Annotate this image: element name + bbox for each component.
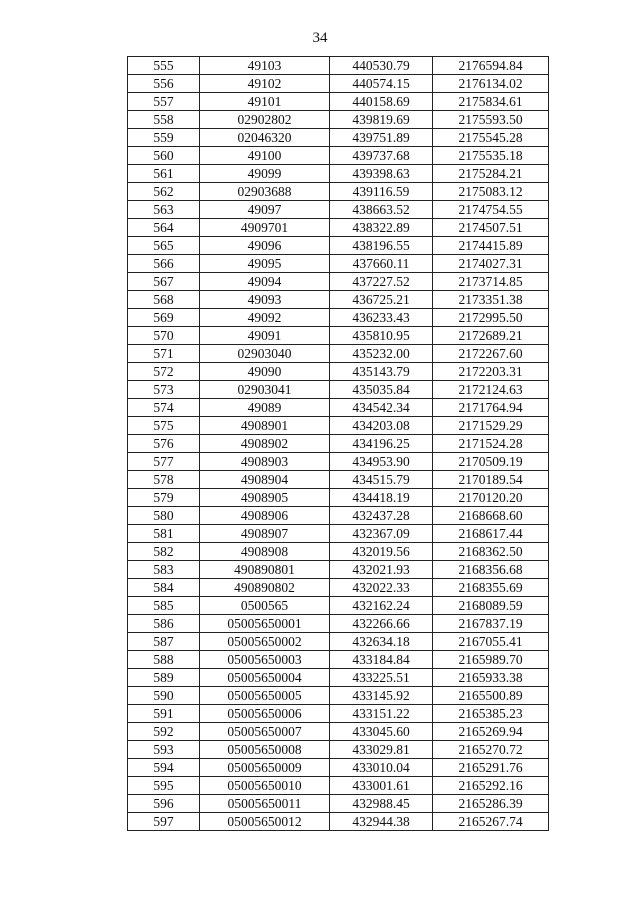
row-index-cell: 561 <box>128 165 200 183</box>
point-id-cell: 490890801 <box>200 561 330 579</box>
x-coordinate-cell: 436233.43 <box>330 309 433 327</box>
row-index-cell: 564 <box>128 219 200 237</box>
x-coordinate-cell: 432266.66 <box>330 615 433 633</box>
point-id-cell: 49094 <box>200 273 330 291</box>
row-index-cell: 594 <box>128 759 200 777</box>
y-coordinate-cell: 2168089.59 <box>433 597 549 615</box>
table-row <box>128 813 549 831</box>
y-coordinate-cell: 2176134.02 <box>433 75 549 93</box>
row-index-cell: 559 <box>128 129 200 147</box>
table-row <box>128 615 549 633</box>
table-row <box>128 255 549 273</box>
x-coordinate-cell: 432367.09 <box>330 525 433 543</box>
x-coordinate-cell: 440530.79 <box>330 57 433 75</box>
x-coordinate-cell: 434196.25 <box>330 435 433 453</box>
y-coordinate-cell: 2165269.94 <box>433 723 549 741</box>
table-row <box>128 111 549 129</box>
table-row <box>128 435 549 453</box>
x-coordinate-cell: 433045.60 <box>330 723 433 741</box>
row-index-cell: 595 <box>128 777 200 795</box>
y-coordinate-cell: 2173714.85 <box>433 273 549 291</box>
y-coordinate-cell: 2175593.50 <box>433 111 549 129</box>
row-index-cell: 580 <box>128 507 200 525</box>
y-coordinate-cell: 2167055.41 <box>433 633 549 651</box>
y-coordinate-cell: 2172689.21 <box>433 327 549 345</box>
y-coordinate-cell: 2174415.89 <box>433 237 549 255</box>
table-row <box>128 597 549 615</box>
table-row <box>128 759 549 777</box>
point-id-cell: 4908901 <box>200 417 330 435</box>
row-index-cell: 576 <box>128 435 200 453</box>
point-id-cell: 4908904 <box>200 471 330 489</box>
table-row <box>128 543 549 561</box>
table-row <box>128 399 549 417</box>
table-row <box>128 723 549 741</box>
point-id-cell: 49101 <box>200 93 330 111</box>
y-coordinate-cell: 2172995.50 <box>433 309 549 327</box>
x-coordinate-cell: 440574.15 <box>330 75 433 93</box>
y-coordinate-cell: 2168668.60 <box>433 507 549 525</box>
point-id-cell: 02046320 <box>200 129 330 147</box>
table-row <box>128 273 549 291</box>
x-coordinate-cell: 439751.89 <box>330 129 433 147</box>
y-coordinate-cell: 2168355.69 <box>433 579 549 597</box>
row-index-cell: 583 <box>128 561 200 579</box>
point-id-cell: 05005650002 <box>200 633 330 651</box>
x-coordinate-cell: 434203.08 <box>330 417 433 435</box>
table-row <box>128 525 549 543</box>
y-coordinate-cell: 2176594.84 <box>433 57 549 75</box>
x-coordinate-cell: 433151.22 <box>330 705 433 723</box>
point-id-cell: 05005650008 <box>200 741 330 759</box>
row-index-cell: 563 <box>128 201 200 219</box>
x-coordinate-cell: 438196.55 <box>330 237 433 255</box>
row-index-cell: 596 <box>128 795 200 813</box>
x-coordinate-cell: 439737.68 <box>330 147 433 165</box>
x-coordinate-cell: 433001.61 <box>330 777 433 795</box>
x-coordinate-cell: 435232.00 <box>330 345 433 363</box>
point-id-cell: 05005650001 <box>200 615 330 633</box>
x-coordinate-cell: 432437.28 <box>330 507 433 525</box>
table-row <box>128 291 549 309</box>
y-coordinate-cell: 2172203.31 <box>433 363 549 381</box>
point-id-cell: 4908905 <box>200 489 330 507</box>
point-id-cell: 49103 <box>200 57 330 75</box>
y-coordinate-cell: 2165933.38 <box>433 669 549 687</box>
table-row <box>128 129 549 147</box>
row-index-cell: 572 <box>128 363 200 381</box>
row-index-cell: 568 <box>128 291 200 309</box>
row-index-cell: 578 <box>128 471 200 489</box>
y-coordinate-cell: 2170120.20 <box>433 489 549 507</box>
point-id-cell: 4908908 <box>200 543 330 561</box>
table-row <box>128 507 549 525</box>
y-coordinate-cell: 2171524.28 <box>433 435 549 453</box>
x-coordinate-cell: 435810.95 <box>330 327 433 345</box>
table-row <box>128 705 549 723</box>
x-coordinate-cell: 434542.34 <box>330 399 433 417</box>
point-id-cell: 490890802 <box>200 579 330 597</box>
table-row <box>128 327 549 345</box>
x-coordinate-cell: 434953.90 <box>330 453 433 471</box>
table-row <box>128 633 549 651</box>
table-row <box>128 219 549 237</box>
point-id-cell: 05005650012 <box>200 813 330 831</box>
point-id-cell: 49096 <box>200 237 330 255</box>
y-coordinate-cell: 2171529.29 <box>433 417 549 435</box>
table-row <box>128 777 549 795</box>
y-coordinate-cell: 2165291.76 <box>433 759 549 777</box>
y-coordinate-cell: 2165286.39 <box>433 795 549 813</box>
point-id-cell: 49099 <box>200 165 330 183</box>
point-id-cell: 49100 <box>200 147 330 165</box>
table-row <box>128 147 549 165</box>
point-id-cell: 4908903 <box>200 453 330 471</box>
y-coordinate-cell: 2170189.54 <box>433 471 549 489</box>
table-row <box>128 453 549 471</box>
row-index-cell: 556 <box>128 75 200 93</box>
y-coordinate-cell: 2174027.31 <box>433 255 549 273</box>
row-index-cell: 566 <box>128 255 200 273</box>
table-row <box>128 561 549 579</box>
point-id-cell: 05005650006 <box>200 705 330 723</box>
x-coordinate-cell: 435035.84 <box>330 381 433 399</box>
table-row <box>128 471 549 489</box>
x-coordinate-cell: 433010.04 <box>330 759 433 777</box>
point-id-cell: 02902802 <box>200 111 330 129</box>
row-index-cell: 575 <box>128 417 200 435</box>
table-row <box>128 651 549 669</box>
point-id-cell: 05005650004 <box>200 669 330 687</box>
page-number: 34 <box>312 30 328 46</box>
y-coordinate-cell: 2174754.55 <box>433 201 549 219</box>
y-coordinate-cell: 2175834.61 <box>433 93 549 111</box>
table-row <box>128 669 549 687</box>
point-id-cell: 0500565 <box>200 597 330 615</box>
y-coordinate-cell: 2168362.50 <box>433 543 549 561</box>
table-row <box>128 237 549 255</box>
table-row <box>128 201 549 219</box>
row-index-cell: 555 <box>128 57 200 75</box>
y-coordinate-cell: 2175535.18 <box>433 147 549 165</box>
point-id-cell: 05005650007 <box>200 723 330 741</box>
point-id-cell: 49093 <box>200 291 330 309</box>
x-coordinate-cell: 437227.52 <box>330 273 433 291</box>
row-index-cell: 586 <box>128 615 200 633</box>
point-id-cell: 02903040 <box>200 345 330 363</box>
y-coordinate-cell: 2167837.19 <box>433 615 549 633</box>
row-index-cell: 573 <box>128 381 200 399</box>
row-index-cell: 565 <box>128 237 200 255</box>
table-row <box>128 687 549 705</box>
table-row <box>128 57 549 75</box>
y-coordinate-cell: 2172267.60 <box>433 345 549 363</box>
x-coordinate-cell: 434515.79 <box>330 471 433 489</box>
row-index-cell: 574 <box>128 399 200 417</box>
x-coordinate-cell: 434418.19 <box>330 489 433 507</box>
y-coordinate-cell: 2174507.51 <box>433 219 549 237</box>
row-index-cell: 571 <box>128 345 200 363</box>
y-coordinate-cell: 2168356.68 <box>433 561 549 579</box>
x-coordinate-cell: 439116.59 <box>330 183 433 201</box>
y-coordinate-cell: 2173351.38 <box>433 291 549 309</box>
row-index-cell: 591 <box>128 705 200 723</box>
row-index-cell: 569 <box>128 309 200 327</box>
y-coordinate-cell: 2165989.70 <box>433 651 549 669</box>
y-coordinate-cell: 2165385.23 <box>433 705 549 723</box>
point-id-cell: 49091 <box>200 327 330 345</box>
point-id-cell: 4908907 <box>200 525 330 543</box>
table-row <box>128 309 549 327</box>
y-coordinate-cell: 2175545.28 <box>433 129 549 147</box>
point-id-cell: 49090 <box>200 363 330 381</box>
y-coordinate-cell: 2165500.89 <box>433 687 549 705</box>
x-coordinate-cell: 432634.18 <box>330 633 433 651</box>
row-index-cell: 577 <box>128 453 200 471</box>
point-id-cell: 05005650011 <box>200 795 330 813</box>
row-index-cell: 584 <box>128 579 200 597</box>
table-row <box>128 345 549 363</box>
point-id-cell: 49089 <box>200 399 330 417</box>
table-row <box>128 93 549 111</box>
table-row <box>128 183 549 201</box>
y-coordinate-cell: 2175284.21 <box>433 165 549 183</box>
row-index-cell: 558 <box>128 111 200 129</box>
x-coordinate-cell: 432019.56 <box>330 543 433 561</box>
x-coordinate-cell: 439819.69 <box>330 111 433 129</box>
x-coordinate-cell: 433184.84 <box>330 651 433 669</box>
x-coordinate-cell: 433225.51 <box>330 669 433 687</box>
coordinates-table <box>127 56 549 831</box>
point-id-cell: 49095 <box>200 255 330 273</box>
point-id-cell: 05005650010 <box>200 777 330 795</box>
row-index-cell: 562 <box>128 183 200 201</box>
x-coordinate-cell: 438322.89 <box>330 219 433 237</box>
point-id-cell: 49092 <box>200 309 330 327</box>
x-coordinate-cell: 436725.21 <box>330 291 433 309</box>
row-index-cell: 579 <box>128 489 200 507</box>
point-id-cell: 02903688 <box>200 183 330 201</box>
x-coordinate-cell: 432022.33 <box>330 579 433 597</box>
row-index-cell: 588 <box>128 651 200 669</box>
table-row <box>128 795 549 813</box>
row-index-cell: 592 <box>128 723 200 741</box>
x-coordinate-cell: 433029.81 <box>330 741 433 759</box>
point-id-cell: 4909701 <box>200 219 330 237</box>
table-row <box>128 579 549 597</box>
y-coordinate-cell: 2175083.12 <box>433 183 549 201</box>
x-coordinate-cell: 432162.24 <box>330 597 433 615</box>
point-id-cell: 49097 <box>200 201 330 219</box>
x-coordinate-cell: 435143.79 <box>330 363 433 381</box>
row-index-cell: 582 <box>128 543 200 561</box>
y-coordinate-cell: 2168617.44 <box>433 525 549 543</box>
table-row <box>128 741 549 759</box>
row-index-cell: 557 <box>128 93 200 111</box>
point-id-cell: 4908906 <box>200 507 330 525</box>
point-id-cell: 05005650005 <box>200 687 330 705</box>
table-row <box>128 75 549 93</box>
x-coordinate-cell: 432021.93 <box>330 561 433 579</box>
y-coordinate-cell: 2170509.19 <box>433 453 549 471</box>
y-coordinate-cell: 2165267.74 <box>433 813 549 831</box>
table-body <box>128 57 549 831</box>
x-coordinate-cell: 432944.38 <box>330 813 433 831</box>
x-coordinate-cell: 438663.52 <box>330 201 433 219</box>
x-coordinate-cell: 437660.11 <box>330 255 433 273</box>
point-id-cell: 02903041 <box>200 381 330 399</box>
point-id-cell: 49102 <box>200 75 330 93</box>
x-coordinate-cell: 432988.45 <box>330 795 433 813</box>
row-index-cell: 581 <box>128 525 200 543</box>
row-index-cell: 590 <box>128 687 200 705</box>
row-index-cell: 570 <box>128 327 200 345</box>
y-coordinate-cell: 2172124.63 <box>433 381 549 399</box>
y-coordinate-cell: 2165270.72 <box>433 741 549 759</box>
table-row <box>128 489 549 507</box>
point-id-cell: 05005650009 <box>200 759 330 777</box>
x-coordinate-cell: 433145.92 <box>330 687 433 705</box>
x-coordinate-cell: 439398.63 <box>330 165 433 183</box>
y-coordinate-cell: 2171764.94 <box>433 399 549 417</box>
table-row <box>128 363 549 381</box>
point-id-cell: 4908902 <box>200 435 330 453</box>
row-index-cell: 560 <box>128 147 200 165</box>
row-index-cell: 587 <box>128 633 200 651</box>
row-index-cell: 567 <box>128 273 200 291</box>
y-coordinate-cell: 2165292.16 <box>433 777 549 795</box>
row-index-cell: 585 <box>128 597 200 615</box>
row-index-cell: 589 <box>128 669 200 687</box>
point-id-cell: 05005650003 <box>200 651 330 669</box>
row-index-cell: 597 <box>128 813 200 831</box>
row-index-cell: 593 <box>128 741 200 759</box>
table-row <box>128 381 549 399</box>
x-coordinate-cell: 440158.69 <box>330 93 433 111</box>
table-row <box>128 165 549 183</box>
table-row <box>128 417 549 435</box>
